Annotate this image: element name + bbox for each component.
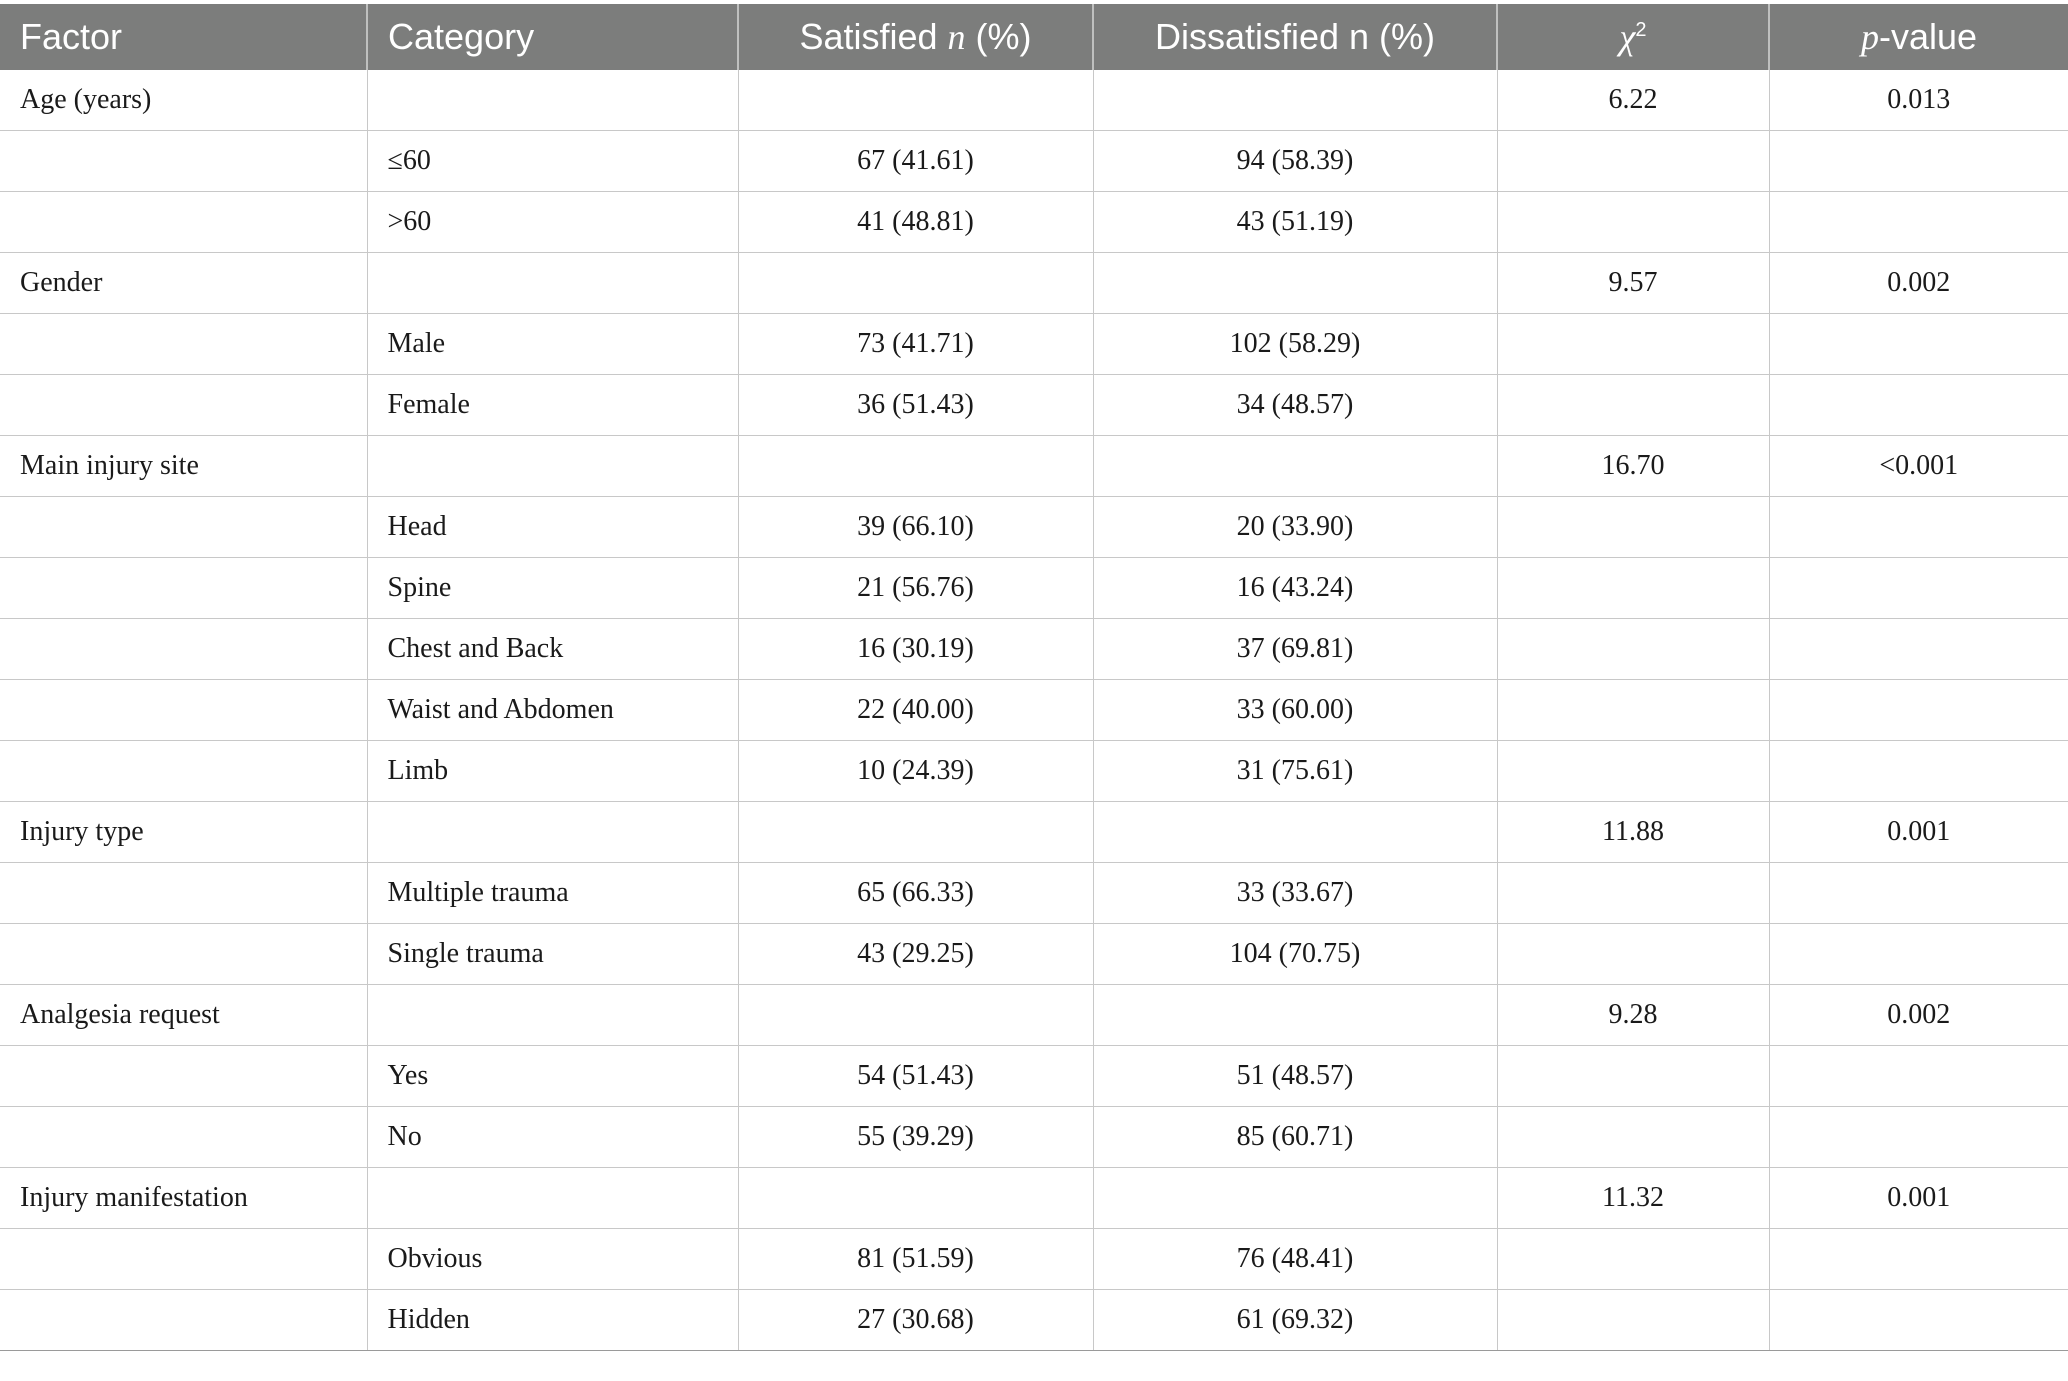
cell-p-value — [1769, 741, 2068, 802]
cell-factor — [0, 741, 367, 802]
table-row — [0, 497, 2068, 558]
table-row — [0, 558, 2068, 619]
cell-category: No — [367, 1107, 738, 1168]
header-chi-symbol: χ — [1619, 17, 1636, 57]
cell-category — [367, 985, 738, 1046]
cell-satisfied: 43 (29.25) — [738, 924, 1093, 985]
cell-factor — [0, 1107, 367, 1168]
cell-satisfied — [738, 436, 1093, 497]
cell-dissatisfied: 51 (48.57) — [1093, 1046, 1497, 1107]
cell-satisfied: 81 (51.59) — [738, 1229, 1093, 1290]
table-row — [0, 192, 2068, 253]
cell-category: Multiple trauma — [367, 863, 738, 924]
header-satisfied-n: n — [947, 17, 966, 57]
cell-satisfied: 36 (51.43) — [738, 375, 1093, 436]
header-category: Category — [367, 4, 738, 70]
cell-category: Obvious — [367, 1229, 738, 1290]
table-row — [0, 741, 2068, 802]
cell-dissatisfied: 34 (48.57) — [1093, 375, 1497, 436]
cell-p-value — [1769, 131, 2068, 192]
cell-category — [367, 253, 738, 314]
cell-chi-square — [1497, 863, 1769, 924]
cell-p-value — [1769, 314, 2068, 375]
cell-dissatisfied: 20 (33.90) — [1093, 497, 1497, 558]
cell-satisfied: 54 (51.43) — [738, 1046, 1093, 1107]
cell-chi-square — [1497, 680, 1769, 741]
cell-p-value: 0.001 — [1769, 1168, 2068, 1229]
cell-chi-square — [1497, 192, 1769, 253]
cell-category: Waist and Abdomen — [367, 680, 738, 741]
cell-chi-square — [1497, 1046, 1769, 1107]
header-row — [0, 4, 2068, 70]
cell-satisfied — [738, 253, 1093, 314]
cell-dissatisfied: 102 (58.29) — [1093, 314, 1497, 375]
cell-dissatisfied: 76 (48.41) — [1093, 1229, 1497, 1290]
table-row — [0, 680, 2068, 741]
cell-satisfied: 55 (39.29) — [738, 1107, 1093, 1168]
cell-dissatisfied: 33 (60.00) — [1093, 680, 1497, 741]
cell-chi-square: 16.70 — [1497, 436, 1769, 497]
cell-factor — [0, 1229, 367, 1290]
header-dissatisfied: Dissatisfied n (%) — [1093, 4, 1497, 70]
satisfaction-factor-table — [0, 4, 2068, 1351]
cell-dissatisfied: 43 (51.19) — [1093, 192, 1497, 253]
cell-satisfied: 67 (41.61) — [738, 131, 1093, 192]
cell-dissatisfied: 61 (69.32) — [1093, 1290, 1497, 1351]
cell-factor: Gender — [0, 253, 367, 314]
cell-factor — [0, 314, 367, 375]
cell-p-value — [1769, 558, 2068, 619]
cell-dissatisfied: 37 (69.81) — [1093, 619, 1497, 680]
table-row — [0, 253, 2068, 314]
cell-p-value — [1769, 1046, 2068, 1107]
table-row — [0, 619, 2068, 680]
cell-p-value — [1769, 619, 2068, 680]
table-row — [0, 985, 2068, 1046]
cell-category — [367, 436, 738, 497]
header-chi-square — [1497, 4, 1769, 70]
cell-chi-square: 11.32 — [1497, 1168, 1769, 1229]
cell-category: Hidden — [367, 1290, 738, 1351]
cell-chi-square: 11.88 — [1497, 802, 1769, 863]
table-header — [0, 4, 2068, 70]
cell-chi-square — [1497, 375, 1769, 436]
cell-satisfied: 39 (66.10) — [738, 497, 1093, 558]
cell-satisfied — [738, 985, 1093, 1046]
cell-p-value — [1769, 375, 2068, 436]
cell-category: Male — [367, 314, 738, 375]
table-row — [0, 1168, 2068, 1229]
cell-chi-square — [1497, 314, 1769, 375]
cell-chi-square — [1497, 1290, 1769, 1351]
cell-dissatisfied — [1093, 985, 1497, 1046]
table-row — [0, 375, 2068, 436]
cell-satisfied: 21 (56.76) — [738, 558, 1093, 619]
header-chi-sup: 2 — [1635, 19, 1647, 41]
cell-p-value — [1769, 1290, 2068, 1351]
cell-satisfied: 65 (66.33) — [738, 863, 1093, 924]
cell-category: Spine — [367, 558, 738, 619]
table-body — [0, 70, 2068, 1351]
cell-satisfied: 10 (24.39) — [738, 741, 1093, 802]
table-row — [0, 131, 2068, 192]
table-row — [0, 1229, 2068, 1290]
header-satisfied-prefix: Satisfied — [799, 16, 948, 57]
cell-chi-square — [1497, 1107, 1769, 1168]
header-satisfied-suffix: (%) — [965, 16, 1032, 57]
cell-factor — [0, 131, 367, 192]
cell-dissatisfied: 16 (43.24) — [1093, 558, 1497, 619]
cell-chi-square — [1497, 924, 1769, 985]
cell-satisfied — [738, 1168, 1093, 1229]
cell-chi-square — [1497, 741, 1769, 802]
cell-factor: Main injury site — [0, 436, 367, 497]
cell-dissatisfied — [1093, 1168, 1497, 1229]
header-p-value — [1769, 4, 2068, 70]
table-row — [0, 70, 2068, 131]
cell-satisfied: 41 (48.81) — [738, 192, 1093, 253]
cell-category: ≤60 — [367, 131, 738, 192]
cell-category — [367, 802, 738, 863]
cell-p-value: 0.013 — [1769, 70, 2068, 131]
cell-category: Yes — [367, 1046, 738, 1107]
cell-dissatisfied — [1093, 436, 1497, 497]
cell-p-value — [1769, 924, 2068, 985]
cell-category: Chest and Back — [367, 619, 738, 680]
cell-p-value — [1769, 497, 2068, 558]
cell-dissatisfied: 85 (60.71) — [1093, 1107, 1497, 1168]
table-row — [0, 314, 2068, 375]
cell-category — [367, 1168, 738, 1229]
cell-category: >60 — [367, 192, 738, 253]
cell-dissatisfied — [1093, 802, 1497, 863]
cell-factor: Injury manifestation — [0, 1168, 367, 1229]
header-factor: Factor — [0, 4, 367, 70]
cell-factor — [0, 680, 367, 741]
cell-factor — [0, 192, 367, 253]
cell-factor — [0, 619, 367, 680]
cell-satisfied: 22 (40.00) — [738, 680, 1093, 741]
table-row — [0, 1107, 2068, 1168]
table-row — [0, 924, 2068, 985]
cell-p-value — [1769, 1107, 2068, 1168]
cell-p-value: 0.001 — [1769, 802, 2068, 863]
table-row — [0, 863, 2068, 924]
cell-p-value: <0.001 — [1769, 436, 2068, 497]
cell-factor — [0, 863, 367, 924]
cell-category: Single trauma — [367, 924, 738, 985]
cell-chi-square: 9.28 — [1497, 985, 1769, 1046]
cell-category: Limb — [367, 741, 738, 802]
cell-dissatisfied: 33 (33.67) — [1093, 863, 1497, 924]
table-row — [0, 802, 2068, 863]
cell-p-value — [1769, 192, 2068, 253]
header-p-italic: p — [1860, 17, 1879, 57]
table-row — [0, 1290, 2068, 1351]
cell-factor — [0, 1290, 367, 1351]
cell-factor: Age (years) — [0, 70, 367, 131]
cell-satisfied: 73 (41.71) — [738, 314, 1093, 375]
cell-chi-square: 6.22 — [1497, 70, 1769, 131]
cell-factor: Injury type — [0, 802, 367, 863]
cell-p-value: 0.002 — [1769, 985, 2068, 1046]
cell-p-value — [1769, 1229, 2068, 1290]
cell-factor — [0, 497, 367, 558]
header-satisfied — [738, 4, 1093, 70]
cell-factor — [0, 375, 367, 436]
cell-satisfied: 27 (30.68) — [738, 1290, 1093, 1351]
cell-satisfied: 16 (30.19) — [738, 619, 1093, 680]
cell-dissatisfied — [1093, 253, 1497, 314]
cell-factor — [0, 1046, 367, 1107]
cell-factor — [0, 558, 367, 619]
cell-dissatisfied: 94 (58.39) — [1093, 131, 1497, 192]
cell-dissatisfied — [1093, 70, 1497, 131]
table-row — [0, 436, 2068, 497]
cell-chi-square — [1497, 497, 1769, 558]
header-p-suffix: -value — [1878, 16, 1978, 57]
cell-chi-square — [1497, 619, 1769, 680]
cell-p-value — [1769, 680, 2068, 741]
cell-factor — [0, 924, 367, 985]
cell-p-value: 0.002 — [1769, 253, 2068, 314]
cell-chi-square — [1497, 1229, 1769, 1290]
cell-category: Female — [367, 375, 738, 436]
cell-satisfied — [738, 802, 1093, 863]
cell-p-value — [1769, 863, 2068, 924]
table-row — [0, 1046, 2068, 1107]
cell-chi-square — [1497, 131, 1769, 192]
cell-chi-square — [1497, 558, 1769, 619]
cell-category — [367, 70, 738, 131]
cell-chi-square: 9.57 — [1497, 253, 1769, 314]
cell-dissatisfied: 31 (75.61) — [1093, 741, 1497, 802]
cell-dissatisfied: 104 (70.75) — [1093, 924, 1497, 985]
cell-category: Head — [367, 497, 738, 558]
cell-satisfied — [738, 70, 1093, 131]
cell-factor: Analgesia request — [0, 985, 367, 1046]
